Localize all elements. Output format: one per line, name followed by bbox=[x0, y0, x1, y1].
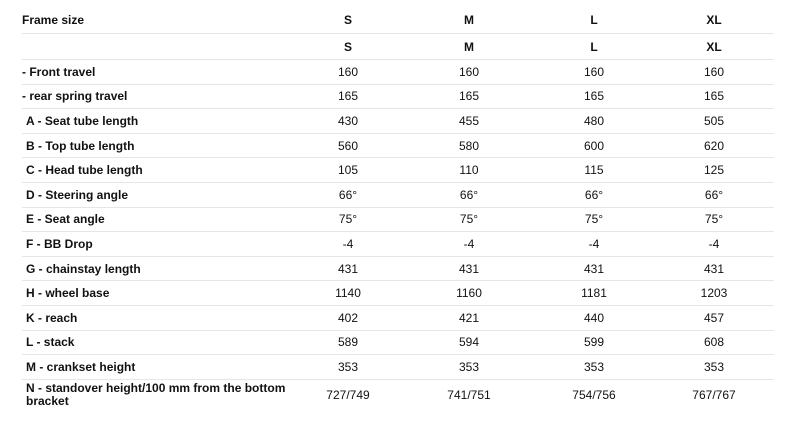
cell-m: 353 bbox=[404, 355, 534, 380]
size-heading-m: M bbox=[404, 6, 534, 34]
table-row bbox=[22, 84, 774, 109]
cell-s: 66° bbox=[292, 182, 404, 207]
cell-s: 105 bbox=[292, 158, 404, 183]
cell-s: 431 bbox=[292, 256, 404, 281]
cell-l: 165 bbox=[534, 84, 654, 109]
cell-m: 431 bbox=[404, 256, 534, 281]
row-label: D - Steering angle bbox=[22, 182, 292, 207]
subheader-size-s: S bbox=[292, 34, 404, 60]
cell-m: 165 bbox=[404, 84, 534, 109]
cell-xl: 608 bbox=[654, 330, 774, 355]
size-heading-l: L bbox=[534, 6, 654, 34]
cell-m: 75° bbox=[404, 207, 534, 232]
cell-l: 75° bbox=[534, 207, 654, 232]
row-label: - rear spring travel bbox=[22, 84, 292, 109]
cell-s: 165 bbox=[292, 84, 404, 109]
cell-xl: 620 bbox=[654, 133, 774, 158]
cell-xl: 160 bbox=[654, 60, 774, 85]
subheader-size-m: M bbox=[404, 34, 534, 60]
cell-m: 455 bbox=[404, 109, 534, 134]
table-row bbox=[22, 355, 774, 380]
frame-size-heading: Frame size bbox=[22, 6, 292, 34]
cell-m: 110 bbox=[404, 158, 534, 183]
table-row bbox=[22, 281, 774, 306]
cell-l: 1181 bbox=[534, 281, 654, 306]
table-row bbox=[22, 256, 774, 281]
cell-l: 440 bbox=[534, 305, 654, 330]
table-header-row bbox=[22, 6, 774, 34]
table-row bbox=[22, 207, 774, 232]
cell-s: 727/749 bbox=[326, 387, 370, 402]
table-row bbox=[22, 60, 774, 85]
row-label: N - standover height/100 mm from the bottom bracket bbox=[26, 380, 286, 408]
cell-l: 431 bbox=[534, 256, 654, 281]
row-label: B - Top tube length bbox=[22, 133, 292, 158]
table-row bbox=[22, 330, 774, 355]
subheader-size-xl: XL bbox=[654, 34, 774, 60]
cell-l: 480 bbox=[534, 109, 654, 134]
cell-m: 1160 bbox=[404, 281, 534, 306]
cell-xl: 165 bbox=[654, 84, 774, 109]
size-heading-s: S bbox=[292, 6, 404, 34]
table-row bbox=[22, 182, 774, 207]
cell-s: 353 bbox=[292, 355, 404, 380]
cell-s: 75° bbox=[292, 207, 404, 232]
cell-m: 580 bbox=[404, 133, 534, 158]
cell-m: 741/751 bbox=[447, 387, 491, 402]
cell-l: 66° bbox=[534, 182, 654, 207]
cell-xl: 66° bbox=[654, 182, 774, 207]
cell-l: 599 bbox=[534, 330, 654, 355]
cell-xl: -4 bbox=[654, 232, 774, 257]
cell-s: 589 bbox=[292, 330, 404, 355]
cell-l: 115 bbox=[534, 158, 654, 183]
row-label: C - Head tube length bbox=[22, 158, 292, 183]
row-label: L - stack bbox=[22, 330, 292, 355]
cell-xl: 505 bbox=[654, 109, 774, 134]
cell-s: 1140 bbox=[292, 281, 404, 306]
cell-s: 160 bbox=[292, 60, 404, 85]
cell-s: -4 bbox=[292, 232, 404, 257]
row-label: K - reach bbox=[22, 305, 292, 330]
subheader-size-l: L bbox=[534, 34, 654, 60]
cell-m: 421 bbox=[404, 305, 534, 330]
cell-xl: 125 bbox=[654, 158, 774, 183]
cell-xl: 457 bbox=[654, 305, 774, 330]
table-subheader-row bbox=[22, 34, 774, 60]
cell-xl: 431 bbox=[654, 256, 774, 281]
table-row bbox=[22, 379, 774, 410]
table-row bbox=[22, 109, 774, 134]
cell-l: 600 bbox=[534, 133, 654, 158]
row-label: A - Seat tube length bbox=[22, 109, 292, 134]
row-label: - Front travel bbox=[22, 60, 292, 85]
subheader-label bbox=[22, 34, 292, 60]
cell-m: 160 bbox=[404, 60, 534, 85]
cell-l: 754/756 bbox=[572, 387, 616, 402]
row-label: M - crankset height bbox=[22, 355, 292, 380]
cell-m: 66° bbox=[404, 182, 534, 207]
table-row bbox=[22, 305, 774, 330]
cell-l: -4 bbox=[534, 232, 654, 257]
table-row bbox=[22, 232, 774, 257]
cell-xl: 767/767 bbox=[692, 387, 736, 402]
cell-s: 402 bbox=[292, 305, 404, 330]
size-heading-xl: XL bbox=[654, 6, 774, 34]
cell-xl: 75° bbox=[654, 207, 774, 232]
cell-s: 560 bbox=[292, 133, 404, 158]
geometry-table bbox=[22, 6, 774, 410]
row-label: F - BB Drop bbox=[22, 232, 292, 257]
cell-m: -4 bbox=[404, 232, 534, 257]
table-row bbox=[22, 158, 774, 183]
row-label: H - wheel base bbox=[22, 281, 292, 306]
table-row bbox=[22, 133, 774, 158]
cell-l: 160 bbox=[534, 60, 654, 85]
cell-xl: 1203 bbox=[654, 281, 774, 306]
cell-s: 430 bbox=[292, 109, 404, 134]
cell-xl: 353 bbox=[654, 355, 774, 380]
cell-m: 594 bbox=[404, 330, 534, 355]
row-label: E - Seat angle bbox=[22, 207, 292, 232]
cell-l: 353 bbox=[534, 355, 654, 380]
row-label: G - chainstay length bbox=[22, 256, 292, 281]
